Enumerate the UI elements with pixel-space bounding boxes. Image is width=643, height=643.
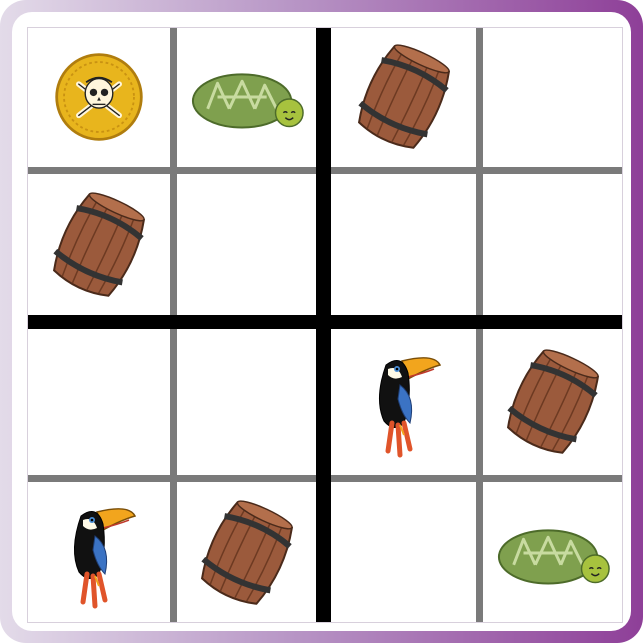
cell-r1-c2[interactable] <box>177 27 316 167</box>
cell-r1-c3[interactable] <box>331 27 476 167</box>
cell-r4-c3[interactable] <box>331 482 476 623</box>
box-divider-horizontal <box>27 315 623 329</box>
coin-icon <box>53 51 145 143</box>
cell-r3-c1[interactable] <box>27 329 170 475</box>
barrel-icon <box>354 43 454 151</box>
cell-r3-c2[interactable] <box>177 329 316 475</box>
cell-r1-c4[interactable] <box>483 27 623 167</box>
turtle-icon <box>494 517 612 589</box>
barrel-icon <box>49 191 149 299</box>
cell-r2-c2[interactable] <box>177 174 316 315</box>
barrel-icon <box>197 499 297 607</box>
toucan-icon <box>364 343 444 461</box>
cell-r4-c4[interactable] <box>483 482 623 623</box>
barrel-icon <box>503 348 603 456</box>
cell-r3-c4[interactable] <box>483 329 623 475</box>
turtle-icon <box>188 61 306 133</box>
sudoku-grid <box>27 27 623 623</box>
cell-r2-c1[interactable] <box>27 174 170 315</box>
cell-r3-c3[interactable] <box>331 329 476 475</box>
toucan-icon <box>59 494 139 612</box>
cell-r1-c1[interactable] <box>27 27 170 167</box>
cell-r2-c4[interactable] <box>483 174 623 315</box>
cell-r4-c2[interactable] <box>177 482 316 623</box>
cell-r2-c3[interactable] <box>331 174 476 315</box>
cell-r4-c1[interactable] <box>27 482 170 623</box>
